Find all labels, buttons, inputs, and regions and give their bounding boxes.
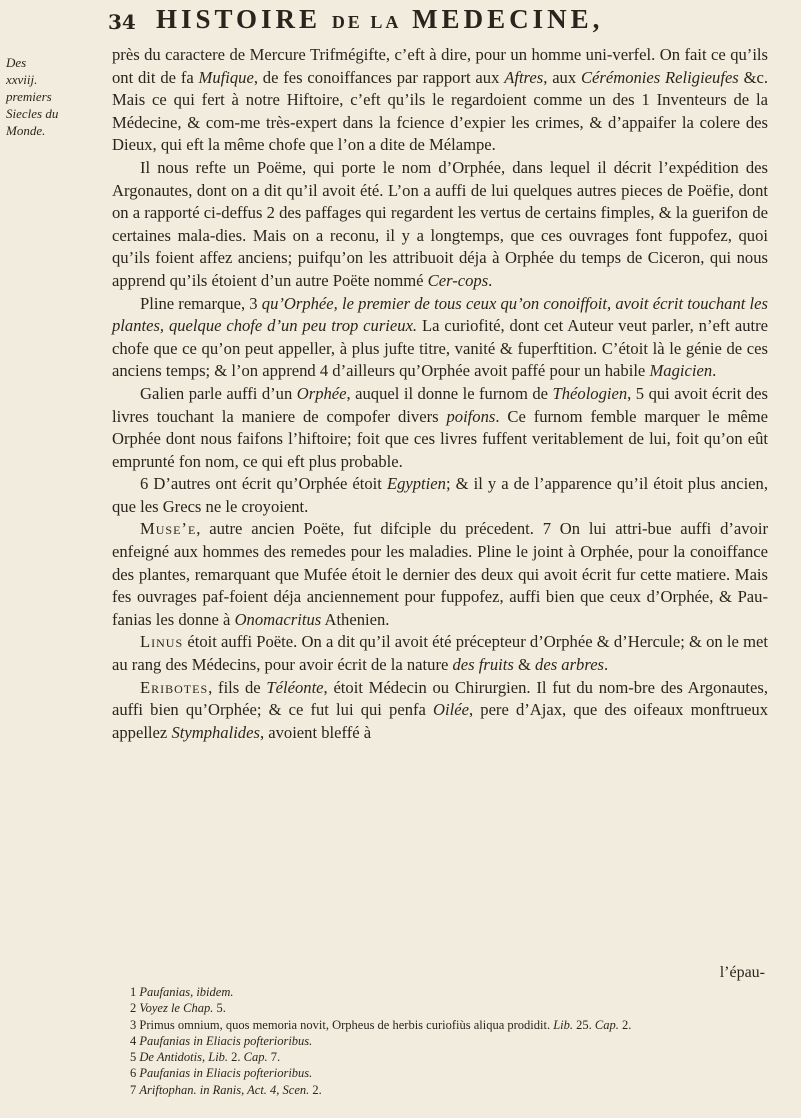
text-run: 6 D’autres ont écrit qu’Orphée étoit	[140, 474, 387, 494]
running-head-part: DE LA	[331, 12, 402, 32]
paragraph	[112, 383, 768, 473]
margin-note-line: Siecles du	[6, 106, 59, 121]
italic-text: poifons	[446, 406, 496, 426]
text-run: Il nous refte un Poëme, qui porte le nom d’Orphée, dans lequel il décrit l’expédition des Argonautes, dont on a dit qu’il avoit été. L’on a auffi de lui quelques autres pieces de Poëfie, dont on a rapporté ci-deffus 2 des paffages qui regardent les vertus de certains fimples, & la guerifon de certaines mala-dies. Mais on a reconu, il y a longtemps, que ces ouvrages font fuppofez, quoi qu’ils foient affez anciens; puifqu’on les attribuoit déja à Orphée du temps de Ciceron, qui nous apprend qu’ils étoient d’un autre Poëte nommé	[112, 157, 768, 290]
text-run: , fils de	[208, 677, 267, 697]
paragraph	[112, 631, 768, 676]
text-run: 3 Primus omnium, quos memoria novit, Orpheus de herbis curiofiùs aliqua prodidit.	[130, 1017, 554, 1032]
footnotes	[112, 984, 768, 1098]
footnote	[112, 984, 768, 1000]
italic-text: Aftres	[504, 67, 544, 87]
margin-note-line: premiers	[6, 89, 52, 104]
text-run: , 5 qui avoit écrit des livres touchant la maniere de compofer divers	[112, 383, 768, 426]
text-run: 7.	[267, 1050, 281, 1065]
italic-text: Voyez le Chap.	[139, 1001, 214, 1016]
italic-text: Paufanias, ibidem.	[139, 985, 234, 999]
italic-text: Paufanias in Eliacis pofterioribus.	[139, 1033, 313, 1048]
text-run: . Ce furnom femble marquer le même Orphée dont nous faifons l’hiftoire; foit que ces livres fuffent veritablement de lui, foit qu’on eût emprunté fon nom, ce qui eft plus probable.	[112, 406, 769, 471]
paragraph	[112, 44, 768, 157]
text-run: 5.	[213, 1001, 226, 1016]
text-run: 25.	[573, 1017, 595, 1032]
catchword: l’épau-	[719, 964, 765, 981]
italic-text: Téléonte	[266, 677, 324, 697]
italic-text: Orphée	[296, 383, 347, 403]
italic-text: Lib.	[553, 1017, 574, 1032]
italic-text: Magicien	[649, 361, 713, 381]
text-run: 2	[130, 1001, 140, 1016]
page-number: 34	[108, 10, 136, 34]
text-run: 6	[130, 1066, 140, 1081]
text-run: 4	[130, 1033, 140, 1048]
name-text: Linus	[140, 632, 184, 652]
footnote	[112, 1017, 768, 1033]
paragraph	[112, 293, 768, 383]
text-run: , autre ancien Poëte, fut difciple du précedent. 7 On lui attri-bue auffi d’avoir enfeigné aux hommes des remedes pour les maladies. Pline le joint à Orphée, pour la conoiffance des plantes, remarquant que Mufée étoit le dernier des deux qui avoit écrit fur cette matiere. Mais fes ouvrages paf-foient déja anciennement pour fuppofez, auffi bien que ceux d’Orphée, & Pau-fanias les donne à	[112, 519, 768, 629]
italic-text: Mufique	[198, 67, 254, 87]
italic-text: Paufanias in Eliacis pofterioribus.	[139, 1066, 313, 1081]
page-header	[108, 4, 768, 40]
text-run: ; & il y a de l’apparence qu’il étoit plus ancien, que les Grecs ne le croyoient.	[112, 474, 768, 516]
footnote	[112, 1049, 768, 1065]
text-run: 5	[130, 1050, 140, 1065]
name-text: Muse’e	[140, 519, 197, 539]
text-run: , avoient bleffé à	[259, 722, 372, 742]
text-run: Pline remarque, 3	[140, 293, 262, 313]
footnote	[112, 1082, 768, 1098]
footnote	[112, 1065, 768, 1081]
italic-text: De Antidotis, Lib.	[139, 1050, 229, 1065]
text-run: &	[513, 655, 536, 675]
text-run: , pere d’Ajax, que des oifeaux monftrueux appellez	[112, 700, 768, 742]
italic-text: Théologien	[552, 383, 628, 403]
text-run: Athenien.	[321, 609, 390, 629]
text-run: 1	[130, 985, 140, 999]
text-run: Galien parle auffi d’un	[140, 383, 297, 403]
italic-text: Stymphalides	[171, 722, 260, 742]
italic-text: Cap.	[594, 1017, 619, 1032]
name-text: Eribotes	[140, 677, 209, 697]
paragraph	[112, 473, 768, 518]
italic-text: Cer-cops	[427, 270, 489, 290]
margin-note-line: Monde.	[6, 123, 46, 138]
margin-note	[6, 54, 66, 139]
text-run: .	[604, 655, 609, 675]
text-run: près du caractere de Mercure Trifmégifte, c’eft à dire, pour un homme uni-verfel. On fait ce qu’ils ont dit de fa	[112, 45, 768, 87]
text-run: .	[712, 361, 717, 381]
footnote	[112, 1000, 768, 1016]
italic-text: Ariftophan. in Ranis, Act. 4, Scen.	[139, 1082, 310, 1097]
text-run: .	[488, 270, 493, 290]
paragraph	[112, 677, 768, 745]
running-head-part: MEDECINE,	[412, 4, 604, 34]
italic-text: des fruits	[452, 655, 514, 675]
running-head	[156, 4, 603, 35]
body-text	[112, 44, 768, 744]
italic-text: Cérémonies Religieufes	[580, 67, 739, 87]
paragraph	[112, 157, 768, 293]
text-run: , de fes conoiffances par rapport aux	[253, 67, 505, 87]
italic-text: Egyptien	[386, 474, 446, 494]
text-run: 2.	[228, 1050, 244, 1065]
text-run: , auquel il donne le furnom de	[346, 383, 553, 403]
text-run: La curiofité, dont cet Auteur veut parler, n’eft autre chofe que ce qu’on peut appeller, à plus jufte titre, vanité & fuperftition. C’étoit là le génie de ces anciens temps; & l’on apprend 4 d’ailleurs qu’Orphée avoit paffé pour un habile	[112, 316, 768, 381]
italic-text: Oilée	[433, 700, 469, 720]
margin-note-line: xxviij.	[6, 72, 38, 87]
italic-text: des arbres	[535, 655, 605, 675]
italic-text: Onomacritus	[234, 609, 322, 629]
footnote	[112, 1033, 768, 1049]
text-run: 2.	[309, 1082, 322, 1097]
italic-text: Cap.	[243, 1050, 268, 1065]
running-head-part: HISTOIRE	[156, 4, 322, 34]
text-run: 7	[130, 1082, 140, 1097]
text-run: , étoit Médecin ou Chirurgien. Il fut du nom-bre des Argonautes, auffi bien qu’Orphée; & ce fut lui qui penfa	[112, 677, 768, 720]
text-run: 2.	[618, 1017, 632, 1032]
text-run: , aux	[543, 67, 581, 87]
italic-text: qu’Orphée, le premier de tous ceux qu’on conoiffoit, avoit écrit touchant les plantes, quelque chofe d’un peu trop curieux.	[112, 293, 768, 336]
text-run: étoit auffi Poëte. On a dit qu’il avoit été précepteur d’Orphée & d’Hercule; & on le met au rang des Médecins, pour avoir écrit de la nature	[112, 632, 768, 675]
text-run: &c. Mais ce qui fert à notre Hiftoire, c’eft qu’ils le regardoient comme un des 1 Inventeurs de la Médecine, & com-me très-expert dans la fcience d’expier les crimes, & d’appaifer la colere des Dieux, qui eft la même chofe que l’on a dite de Mélampe.	[112, 67, 769, 155]
paragraph	[112, 518, 768, 631]
margin-note-line: Des	[6, 55, 27, 70]
